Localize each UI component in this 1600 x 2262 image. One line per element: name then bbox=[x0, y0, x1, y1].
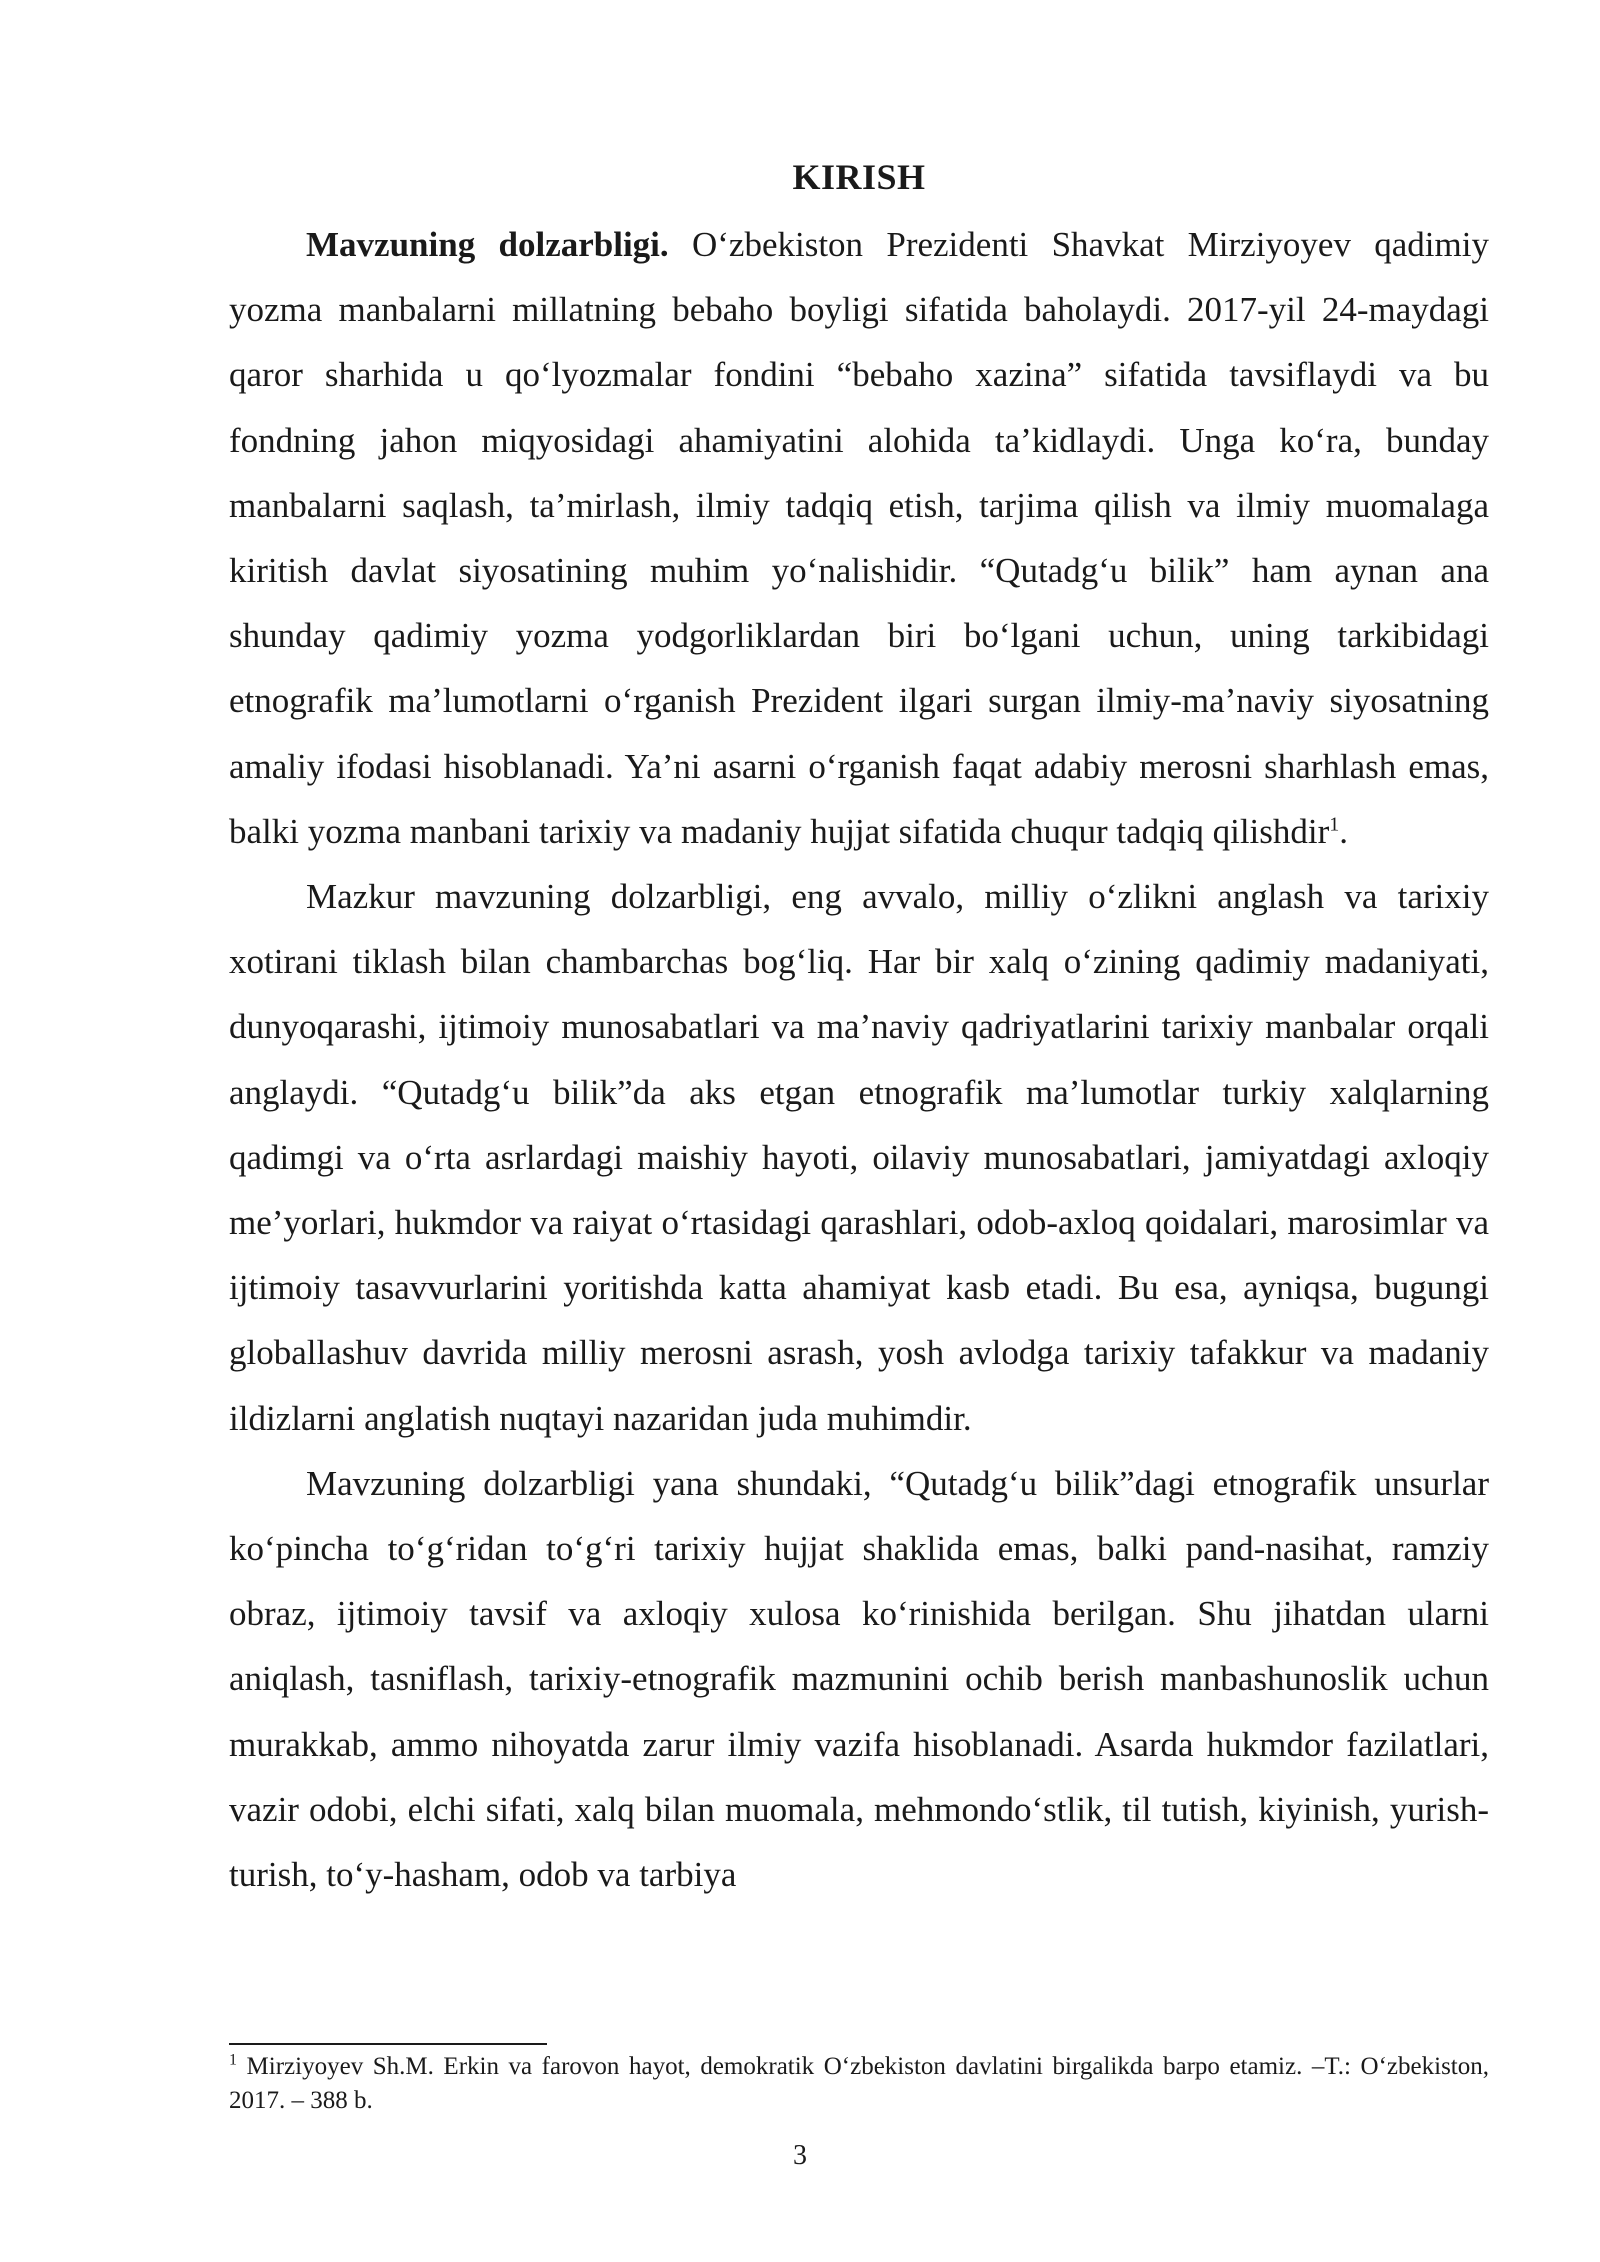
page-content bbox=[229, 148, 1489, 1907]
footnote-mark: 1 bbox=[229, 2051, 237, 2069]
paragraph-1-tail: . bbox=[1339, 811, 1349, 851]
section-title: KIRISH bbox=[792, 157, 926, 197]
paragraph-2: Mazkur mavzuning dolzarbligi, eng avvalo, milliy o‘zlikni anglash va tarixiy xotirani tiklash bilan chambarchas bog‘liq. Har bir xalq o‘zining qadimiy madaniyati, dunyoqarashi, ijtimoiy munosabatlari va ma’naviy qadriyatlarini tarixiy manbalar orqali anglaydi. “Qutadg‘u bilik”da aks etgan etnografik ma’lumotlar turkiy xalqlarning qadimgi va o‘rta asrlardagi maishiy hayoti, oilaviy munosabatlari, jamiyatdagi axloqiy me’yorlari, hukmdor va raiyat o‘rtasidagi qarashlari, odob-axloq qoidalari, marosimlar va ijtimoiy tasavvurlarini yoritishda katta ahamiyat kasb etadi. Bu esa, ayniqsa, bugungi globallashuv davrida milliy merosni asrash, yosh avlodga tarixiy tafakkur va madaniy ildizlarni anglatish nuqtayi nazaridan juda muhimdir. bbox=[229, 877, 1489, 1438]
paragraph-3: Mavzuning dolzarbligi yana shundaki, “Qutadg‘u bilik”dagi etnografik unsurlar ko‘pincha to‘g‘ridan to‘g‘ri tarixiy hujjat shaklida emas, balki pand-nasihat, ramziy obraz, ijtimoiy tavsif va axloqiy xulosa ko‘rinishida berilgan. Shu jihatdan ularni aniqlash, tasniflash, tarixiy-etnografik mazmunini ochib berish manbashunoslik uchun murakkab, ammo nihoyatda zarur ilmiy vazifa hisoblanadi. Asarda hukmdor fazilatlari, vazir odobi, elchi sifati, xalq bilan muomala, mehmondo‘stlik, til tutish, kiyinish, yurish-turish, to‘y-hasham, odob va tarbiya bbox=[229, 1463, 1489, 1895]
paragraph-lead-heading: Mavzuning dolzarbligi. bbox=[306, 225, 669, 264]
footnote-reference[interactable]: 1 bbox=[1329, 813, 1340, 836]
footnote bbox=[229, 2050, 1489, 2118]
footnote-separator bbox=[229, 2043, 547, 2045]
page-number: 3 bbox=[793, 2140, 807, 2171]
footnote-text: Mirziyoyev Sh.M. Erkin va farovon hayot, demokratik O‘zbekiston davlatini birgalikda barpo etamiz. –T.: O‘zbekiston, 2017. – 388 b. bbox=[229, 2053, 1489, 2114]
paragraph-1-text: O‘zbekiston Prezidenti Shavkat Mirziyoyev qadimiy yozma manbalarni millatning bebaho boyligi sifatida baholaydi. 2017-yil 24-maydagi qaror sharhida u qo‘lyozmalar fondini “bebaho xazina” sifatida tavsiflaydi va bu fondning jahon miqyosidagi ahamiyatini alohida ta’kidlaydi. Unga ko‘ra, bunday manbalarni saqlash, ta’mirlash, ilmiy tadqiq etish, tarjima qilish va ilmiy muomalaga kiritish davlat siyosatining muhim yo‘nalishidir. “Qutadg‘u bilik” ham aynan ana shunday qadimiy yozma yodgorliklardan biri bo‘lgani uchun, uning tarkibidagi etnografik ma’lumotlarni o‘rganish Prezident ilgari surgan ilmiy-ma’naviy siyosatning amaliy ifodasi hisoblanadi. Ya’ni asarni o‘rganish faqat adabiy merosni sharhlash emas, balki yozma manbani tarixiy va madaniy hujjat sifatida chuqur tadqiq qilishdir bbox=[229, 225, 1489, 851]
paragraph-1 bbox=[229, 212, 1489, 864]
